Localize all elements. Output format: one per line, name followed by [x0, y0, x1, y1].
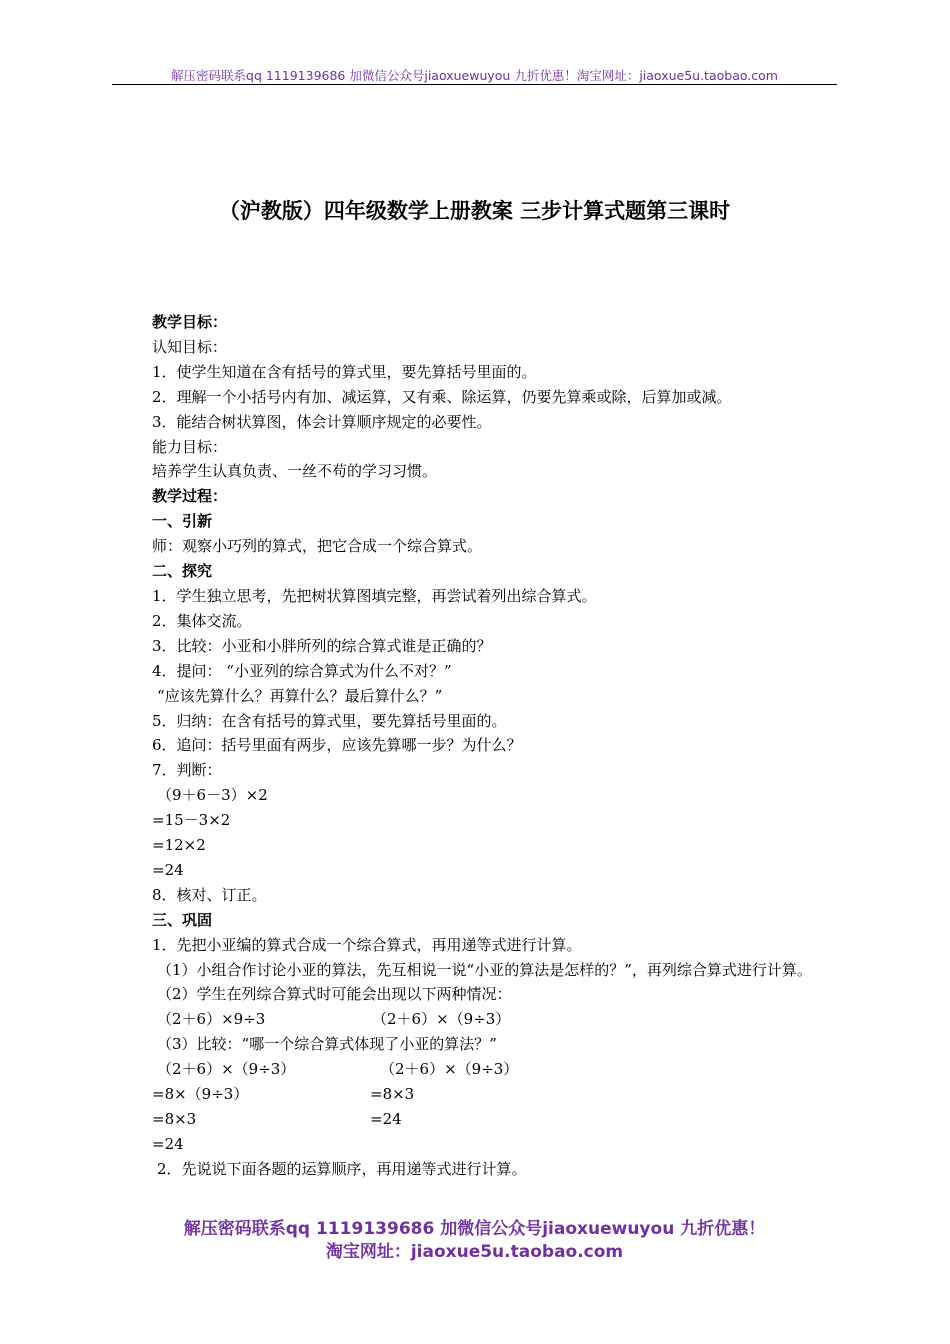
section-3-item: 1．先把小亚编的算式合成一个综合算式，再用递等式进行计算。 [152, 935, 582, 954]
section-3-paragraph: （2）学生在列综合算式时可能会出现以下两种情况： [157, 985, 512, 1004]
calc-left-step: =8×3 [152, 1110, 197, 1128]
header-divider [112, 84, 837, 85]
calc-left-step: =8×（9÷3） [152, 1085, 249, 1104]
cognitive-heading: 认知目标： [152, 337, 228, 356]
calc-step: =24 [152, 860, 184, 879]
section-2-item: 1．学生独立思考，先把树状算图填完整，再尝试着列出综合算式。 [152, 586, 597, 605]
calc-row [112, 1057, 840, 1082]
section-2-item: 4．提问： “小亚列的综合算式为什么不对？” [152, 661, 452, 680]
section-3-paragraph: （1）小组合作讨论小亚的算法，先互相说一说“小亚的算法是怎样的？”，再列综合算式进行计算。 [157, 960, 812, 979]
process-heading: 教学过程： [152, 487, 228, 506]
document-title: （沪教版）四年级数学上册教案 三步计算式题第三课时 [218, 199, 731, 223]
calc-right-step: （2＋6）×（9÷3） [380, 1060, 519, 1079]
expression: （2＋6）×（9÷3） [372, 1010, 511, 1029]
document-body [112, 310, 840, 1182]
calc-row [112, 1107, 840, 1132]
expression: （2＋6）×9÷3 [157, 1010, 266, 1029]
calc-step: （9＋6－3）×2 [157, 786, 268, 805]
calc-right-step: =24 [370, 1110, 402, 1128]
expression-pair [112, 1007, 840, 1032]
footer-line: 淘宝网址：jiaoxue5u.taobao.com [325, 1242, 624, 1262]
section-heading-3: 三、巩固 [152, 910, 213, 929]
calc-step: =12×2 [152, 836, 206, 855]
cognitive-item: 3．能结合树状算图，体会计算顺序规定的必要性。 [152, 412, 492, 431]
section-3-item: 2．先说说下面各题的运算顺序，再用递等式进行计算。 [157, 1159, 527, 1178]
page-footer [112, 1218, 837, 1264]
section-3-paragraph: （3）比较：“哪一个综合算式体现了小亚的算法？” [157, 1035, 497, 1054]
calc-step: =15－3×2 [152, 811, 231, 830]
section-2-item: 3．比较：小亚和小胖所列的综合算式谁是正确的？ [152, 636, 492, 655]
goals-heading: 教学目标： [152, 313, 228, 331]
section-1-text: 师：观察小巧列的算式，把它合成一个综合算式。 [152, 537, 483, 556]
section-heading-1: 一、引新 [152, 512, 213, 531]
calc-row [112, 1082, 840, 1107]
calc-left-step: （2＋6）×（9÷3） [157, 1060, 296, 1079]
section-2-item: 2．集体交流。 [152, 611, 252, 630]
page-header: 解压密码联系qq 1119139686 加微信公众号jiaoxuewuyou 九折优惠！淘宝网址：jiaoxue5u.taobao.com [171, 68, 778, 83]
cognitive-item: 2．理解一个小括号内有加、减运算，又有乘、除运算，仍要先算乘或除，后算加或减。 [152, 387, 732, 406]
ability-text: 培养学生认真负责、一丝不苟的学习习惯。 [152, 462, 438, 481]
footer-line: 解压密码联系qq 1119139686 加微信公众号jiaoxuewuyou 九折优惠！ [183, 1219, 766, 1239]
section-2-item: 6．追问：括号里面有两步，应该先算哪一步？为什么？ [152, 736, 522, 755]
section-2-item: 7．判断： [152, 761, 222, 780]
ability-heading: 能力目标： [152, 437, 228, 456]
section-2-item: 5．归纳：在含有括号的算式里，要先算括号里面的。 [152, 711, 507, 730]
calc-right-step: =8×3 [370, 1085, 415, 1104]
calc-left-step: =24 [152, 1134, 184, 1153]
section-2-item: 8．核对、订正。 [152, 885, 267, 904]
section-heading-2: 二、探究 [152, 562, 213, 581]
section-2-item: “应该先算什么？再算什么？最后算什么？” [157, 686, 443, 705]
cognitive-item: 1．使学生知道在含有括号的算式里，要先算括号里面的。 [152, 362, 537, 381]
